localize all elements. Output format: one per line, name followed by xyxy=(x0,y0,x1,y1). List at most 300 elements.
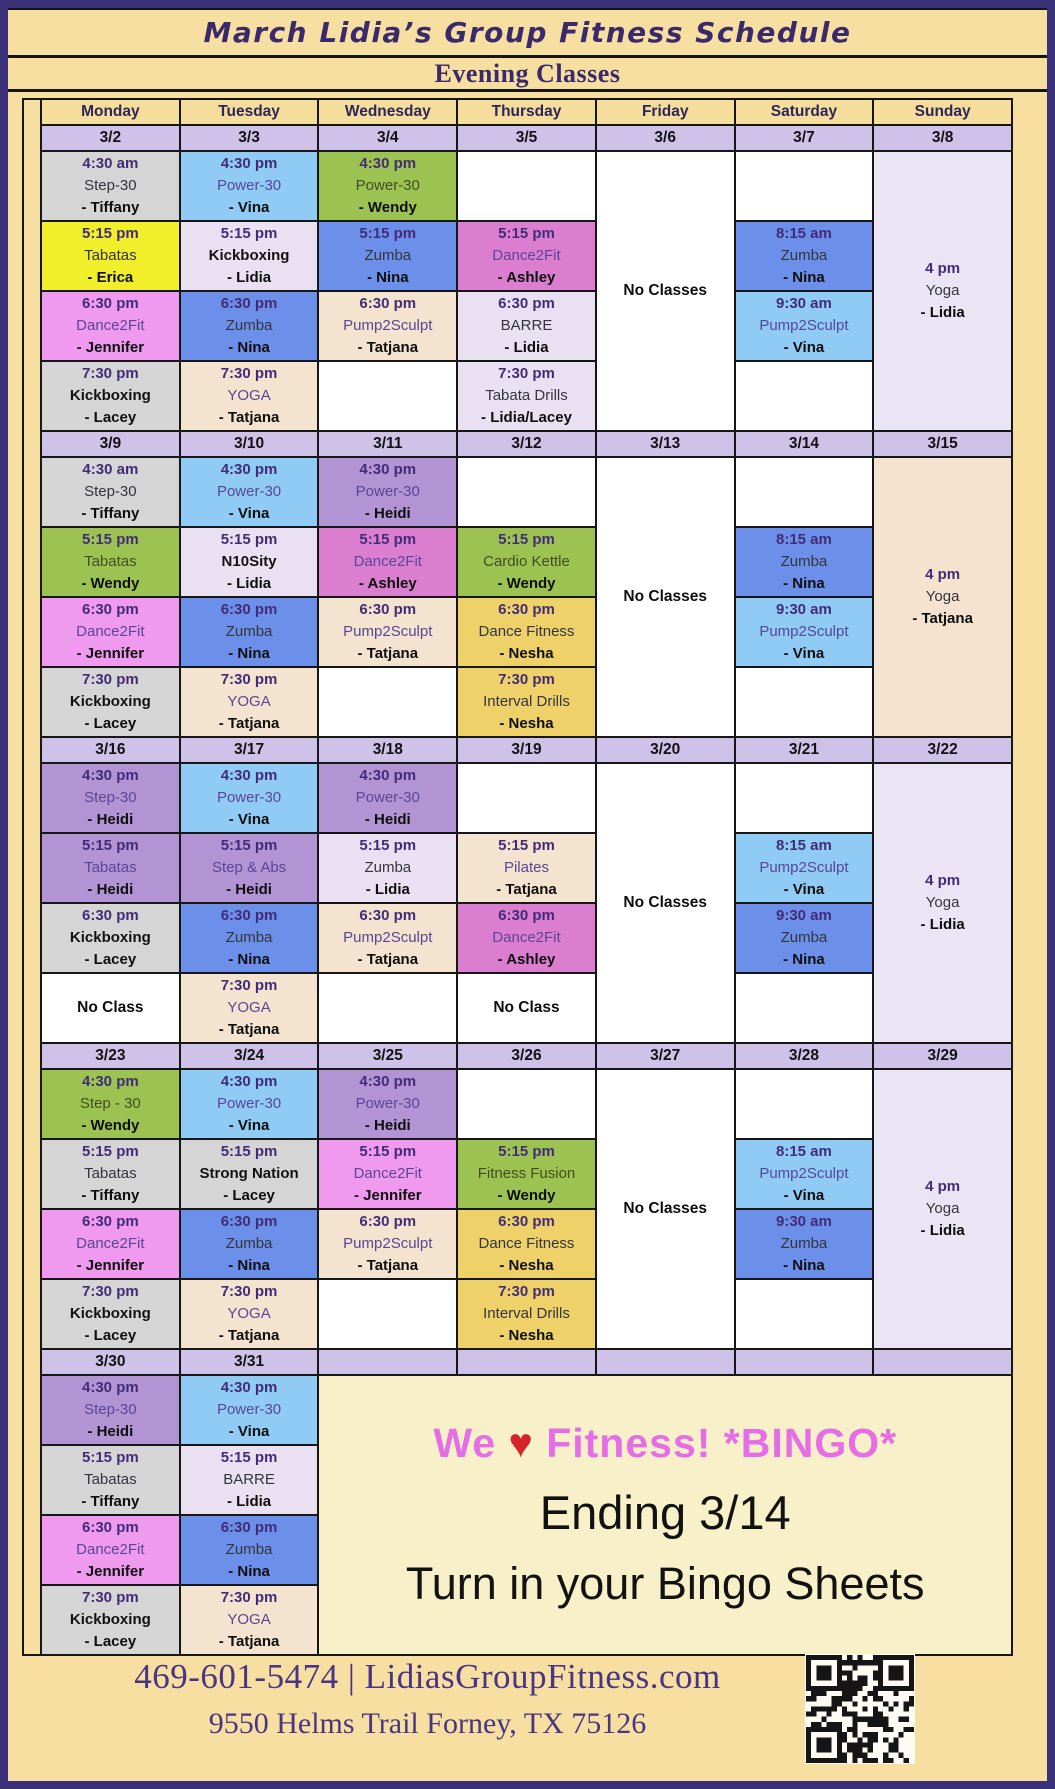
qr-code xyxy=(805,1654,915,1764)
class-name: N10Sity xyxy=(221,553,277,571)
class-instructor: - Nina xyxy=(228,950,270,968)
address-text: 9550 Helms Trail Forney, TX 75126 xyxy=(208,1707,647,1740)
class-cell xyxy=(42,292,179,360)
class-name: Zumba xyxy=(225,1541,273,1559)
class-name: Zumba xyxy=(364,247,412,265)
class-cell xyxy=(181,598,318,666)
class-cell xyxy=(181,292,318,360)
class-name: Kickboxing xyxy=(69,387,151,405)
class-name: Step & Abs xyxy=(211,859,287,877)
class-time: 6:30 pm xyxy=(82,601,139,619)
class-time: 7:30 pm xyxy=(220,1283,278,1301)
date-cell-3-7: 3/7 xyxy=(736,126,873,150)
class-time: 5:15 pm xyxy=(82,1449,139,1467)
class-cell xyxy=(319,458,456,526)
class-instructor: - Heidi xyxy=(364,810,411,828)
class-cell xyxy=(42,1210,179,1278)
class-instructor: - Lidia xyxy=(920,303,965,321)
class-time: 5:15 pm xyxy=(498,1143,555,1161)
date-cell-3-8: 3/8 xyxy=(874,126,1011,150)
class-instructor: - Lacey xyxy=(84,408,137,426)
class-name: Kickboxing xyxy=(69,1611,151,1629)
class-name: Strong Nation xyxy=(199,1165,299,1183)
class-cell xyxy=(42,362,179,430)
class-name: Fitness Fusion xyxy=(477,1165,576,1183)
class-instructor: - Wendy xyxy=(497,1186,556,1204)
class-time: 5:15 pm xyxy=(498,837,555,855)
class-instructor: - Jennifer xyxy=(76,1562,145,1580)
class-time: 6:30 pm xyxy=(359,907,417,925)
date-cell-3-11: 3/11 xyxy=(319,432,456,456)
class-name: Zumba xyxy=(225,929,273,947)
class-name: Tabatas xyxy=(84,553,137,571)
class-instructor: - Lidia xyxy=(365,880,410,898)
class-time: 4:30 pm xyxy=(82,1073,139,1091)
class-name: Tabatas xyxy=(84,859,137,877)
day-header-saturday: Saturday xyxy=(736,100,873,124)
class-time: 4:30 pm xyxy=(359,767,417,785)
class-instructor: - Tatjana xyxy=(357,644,419,662)
class-instructor: - Nesha xyxy=(499,644,554,662)
date-cell-3-17: 3/17 xyxy=(181,738,318,762)
class-instructor: - Nesha xyxy=(499,714,554,732)
date-cell-3-14: 3/14 xyxy=(736,432,873,456)
footer xyxy=(8,1643,1047,1781)
class-instructor: - Heidi xyxy=(364,1116,411,1134)
class-cell xyxy=(42,764,179,832)
class-instructor: - Tatjana xyxy=(218,408,280,426)
class-name: Pump2Sculpt xyxy=(759,317,849,335)
class-cell xyxy=(458,1140,595,1208)
class-instructor: - Tatjana xyxy=(357,1256,419,1274)
class-name: Step-30 xyxy=(84,789,137,807)
class-name: Dance2Fit xyxy=(76,1235,145,1253)
class-instructor: - Tatjana xyxy=(912,609,973,627)
class-name: Dance Fitness xyxy=(478,1235,575,1253)
class-instructor: - Nina xyxy=(228,338,270,356)
class-time: 5:15 pm xyxy=(498,225,555,243)
class-name: Power-30 xyxy=(355,1095,420,1113)
class-instructor: - Heidi xyxy=(364,504,411,522)
class-cell xyxy=(42,528,179,596)
class-time: 4 pm xyxy=(925,260,961,278)
class-instructor: - Lacey xyxy=(223,1186,275,1204)
sunday-yoga-cell xyxy=(874,764,1011,1042)
promo-bingo-text: Fitness! *BINGO* xyxy=(533,1420,898,1466)
class-time: 8:15 am xyxy=(775,531,832,549)
class-cell xyxy=(458,1210,595,1278)
page-title xyxy=(8,10,1047,55)
class-cell xyxy=(736,834,873,902)
class-time: 6:30 pm xyxy=(359,601,417,619)
class-cell xyxy=(181,904,318,972)
class-cell xyxy=(736,598,873,666)
class-cell xyxy=(319,764,456,832)
class-name: YOGA xyxy=(227,1611,271,1629)
class-instructor: - Tiffany xyxy=(81,198,140,216)
date-cell-3-25: 3/25 xyxy=(319,1044,456,1068)
class-instructor: - Wendy xyxy=(81,1116,140,1134)
date-cell-3-13: 3/13 xyxy=(597,432,734,456)
class-cell xyxy=(181,1516,318,1584)
class-instructor: - Tatjana xyxy=(357,338,419,356)
class-name: Kickboxing xyxy=(69,693,151,711)
class-cell xyxy=(319,668,456,736)
class-instructor: - Lidia xyxy=(504,338,549,356)
class-cell xyxy=(736,292,873,360)
class-time: 4:30 pm xyxy=(220,767,278,785)
page-title-text: March Lidia’s Group Fitness Schedule xyxy=(203,16,852,49)
class-time: 4:30 pm xyxy=(82,1379,139,1397)
class-time: 7:30 pm xyxy=(82,1283,139,1301)
class-time: 6:30 pm xyxy=(82,1213,139,1231)
bingo-promo-panel xyxy=(319,1376,1011,1654)
class-name: Tabatas xyxy=(84,1471,137,1489)
class-instructor: - Lidia xyxy=(226,1492,272,1510)
class-name: YOGA xyxy=(227,693,271,711)
class-cell xyxy=(458,152,595,220)
class-instructor: - Nina xyxy=(366,268,409,286)
class-instructor: - Wendy xyxy=(497,574,556,592)
date-cell-3-12: 3/12 xyxy=(458,432,595,456)
date-cell-3-28: 3/28 xyxy=(736,1044,873,1068)
class-instructor: - Tatjana xyxy=(496,880,557,898)
class-name: Zumba xyxy=(364,859,412,877)
class-instructor: - Heidi xyxy=(87,1422,134,1440)
class-instructor: - Nina xyxy=(228,1256,270,1274)
class-cell xyxy=(736,1070,873,1138)
class-cell xyxy=(181,668,318,736)
class-instructor: - Ashley xyxy=(497,950,556,968)
class-cell xyxy=(319,1070,456,1138)
class-time: 5:15 pm xyxy=(220,531,278,549)
class-name: Yoga xyxy=(925,894,960,912)
class-time: 4:30 pm xyxy=(359,461,417,479)
class-name: Power-30 xyxy=(355,789,420,807)
class-cell xyxy=(319,904,456,972)
class-instructor: - Nina xyxy=(783,950,825,968)
class-name: Power-30 xyxy=(355,483,420,501)
left-margin-column xyxy=(24,100,40,1654)
class-instructor: - Lidia xyxy=(226,574,272,592)
date-cell-3-18: 3/18 xyxy=(319,738,456,762)
class-name: Kickboxing xyxy=(69,929,151,947)
class-name: Tabatas xyxy=(84,247,137,265)
bingo-instruction-text: Turn in your Bingo Sheets xyxy=(405,1558,925,1609)
class-time: 9:30 am xyxy=(775,295,832,313)
date-cell-3-3: 3/3 xyxy=(181,126,318,150)
date-cell-3-4: 3/4 xyxy=(319,126,456,150)
class-time: 6:30 pm xyxy=(359,295,417,313)
class-time: 4 pm xyxy=(925,872,961,890)
class-name: Dance2Fit xyxy=(76,1541,145,1559)
class-cell xyxy=(181,1140,318,1208)
class-cell xyxy=(42,668,179,736)
class-time: 5:15 pm xyxy=(220,1449,278,1467)
no-classes-cell: No Classes xyxy=(597,764,734,1042)
class-name: Zumba xyxy=(780,929,828,947)
class-cell xyxy=(181,152,318,220)
class-time: 6:30 pm xyxy=(82,295,139,313)
class-name: Zumba xyxy=(780,1235,828,1253)
class-cell xyxy=(319,1140,456,1208)
class-name: Yoga xyxy=(925,1200,960,1218)
no-classes-cell: No Classes xyxy=(597,152,734,430)
class-time: 7:30 pm xyxy=(220,365,278,383)
class-cell xyxy=(181,834,318,902)
date-cell-3-5: 3/5 xyxy=(458,126,595,150)
class-time: 4:30 am xyxy=(82,155,139,173)
class-time: 6:30 pm xyxy=(359,1213,417,1231)
class-instructor: - Tiffany xyxy=(81,504,140,522)
class-name: BARRE xyxy=(500,317,553,335)
class-cell xyxy=(458,764,595,832)
class-name: Cardio Kettle xyxy=(483,553,570,571)
class-instructor: - Lidia xyxy=(226,268,272,286)
class-time: 4:30 pm xyxy=(220,461,278,479)
class-cell xyxy=(319,292,456,360)
class-time: 6:30 pm xyxy=(498,295,555,313)
date-cell-3-2: 3/2 xyxy=(42,126,179,150)
class-time: 5:15 pm xyxy=(82,1143,139,1161)
class-time: 8:15 am xyxy=(775,225,832,243)
class-time: 7:30 pm xyxy=(498,671,555,689)
class-cell xyxy=(42,222,179,290)
class-name: Yoga xyxy=(925,588,960,606)
class-cell xyxy=(458,1280,595,1348)
class-time: 4:30 am xyxy=(82,461,139,479)
class-time: 5:15 pm xyxy=(220,225,278,243)
class-instructor: - Jennifer xyxy=(76,1256,145,1274)
class-time: 7:30 pm xyxy=(82,365,139,383)
class-cell xyxy=(181,458,318,526)
class-instructor: - Wendy xyxy=(81,574,140,592)
class-time: 7:30 pm xyxy=(498,1283,555,1301)
class-instructor: - Nina xyxy=(228,644,270,662)
class-instructor: - Nesha xyxy=(499,1256,554,1274)
class-name: Step-30 xyxy=(84,177,137,195)
class-cell xyxy=(42,152,179,220)
class-instructor: - Lidia xyxy=(920,915,965,933)
sunday-yoga-cell xyxy=(874,458,1011,736)
class-instructor: - Tiffany xyxy=(81,1186,140,1204)
day-header-sunday: Sunday xyxy=(874,100,1011,124)
date-cell-3-29: 3/29 xyxy=(874,1044,1011,1068)
date-cell-3-10: 3/10 xyxy=(181,432,318,456)
class-name: Pump2Sculpt xyxy=(759,623,849,641)
class-name: Pump2Sculpt xyxy=(343,929,433,947)
date-cell-3-26: 3/26 xyxy=(458,1044,595,1068)
class-name: Pilates xyxy=(503,859,549,877)
class-cell xyxy=(42,1516,179,1584)
class-cell xyxy=(736,528,873,596)
class-cell xyxy=(181,764,318,832)
class-time: 6:30 pm xyxy=(220,295,278,313)
class-cell xyxy=(42,904,179,972)
class-instructor: - Jennifer xyxy=(76,644,145,662)
class-cell xyxy=(736,974,873,1042)
class-instructor: - Lacey xyxy=(84,950,137,968)
class-time: 6:30 pm xyxy=(498,601,555,619)
class-name: Interval Drills xyxy=(483,1305,570,1323)
day-header-friday: Friday xyxy=(597,100,734,124)
class-cell xyxy=(319,152,456,220)
class-name: Power-30 xyxy=(216,789,282,807)
class-cell xyxy=(458,292,595,360)
class-cell xyxy=(319,1280,456,1348)
class-instructor: - Vina xyxy=(783,880,825,898)
class-cell xyxy=(42,834,179,902)
class-instructor: - Tatjana xyxy=(357,950,419,968)
class-time: 4:30 pm xyxy=(220,1379,278,1397)
class-instructor: - Lacey xyxy=(84,714,137,732)
class-time: 8:15 am xyxy=(775,1143,832,1161)
class-time: 5:15 pm xyxy=(82,225,139,243)
class-time: 7:30 pm xyxy=(82,671,139,689)
class-time: 6:30 pm xyxy=(82,1519,139,1537)
class-name: Interval Drills xyxy=(483,693,570,711)
class-instructor: - Lidia/Lacey xyxy=(481,408,572,426)
class-cell xyxy=(736,152,873,220)
class-cell xyxy=(181,1210,318,1278)
class-name: Dance2Fit xyxy=(76,317,145,335)
class-time: 4:30 pm xyxy=(82,767,139,785)
class-time: 6:30 pm xyxy=(220,907,278,925)
class-name: Zumba xyxy=(780,247,828,265)
class-instructor: - Tatjana xyxy=(218,1020,280,1038)
date-cell-3-19: 3/19 xyxy=(458,738,595,762)
class-time: 7:30 pm xyxy=(498,365,555,383)
class-instructor: - Heidi xyxy=(226,880,272,898)
class-name: Step-30 xyxy=(84,1401,137,1419)
class-cell xyxy=(181,528,318,596)
class-time: 6:30 pm xyxy=(220,1519,278,1537)
class-cell xyxy=(458,458,595,526)
class-name: Yoga xyxy=(925,282,960,300)
page-subtitle xyxy=(8,58,1047,89)
class-instructor: - Vina xyxy=(228,1422,270,1440)
class-cell xyxy=(181,1376,318,1444)
class-time: 5:15 pm xyxy=(359,837,417,855)
class-time: 4:30 pm xyxy=(220,1073,278,1091)
class-time: 6:30 pm xyxy=(220,601,278,619)
day-header-tuesday: Tuesday xyxy=(181,100,318,124)
class-cell xyxy=(458,528,595,596)
class-cell xyxy=(736,362,873,430)
class-instructor: - Vina xyxy=(228,1116,270,1134)
class-instructor: - Jennifer xyxy=(76,338,145,356)
date-cell-empty xyxy=(874,1350,1011,1374)
date-cell-3-6: 3/6 xyxy=(597,126,734,150)
class-name: Dance2Fit xyxy=(492,929,561,947)
class-cell xyxy=(458,598,595,666)
class-instructor: - Tiffany xyxy=(81,1492,140,1510)
class-name: YOGA xyxy=(227,387,271,405)
class-instructor: - Lidia xyxy=(920,1221,965,1239)
class-name: Zumba xyxy=(225,317,273,335)
class-instructor: - Nina xyxy=(783,574,825,592)
class-cell xyxy=(42,1140,179,1208)
phone-website-text: 469-601-5474 | LidiasGroupFitness.com xyxy=(134,1657,721,1696)
class-cell xyxy=(319,362,456,430)
bingo-promo-title xyxy=(433,1420,897,1467)
class-instructor: - Heidi xyxy=(87,810,134,828)
date-cell-3-21: 3/21 xyxy=(736,738,873,762)
class-cell xyxy=(319,1210,456,1278)
date-cell-3-9: 3/9 xyxy=(42,432,179,456)
class-instructor: - Vina xyxy=(783,338,825,356)
class-instructor: - Nina xyxy=(228,1562,270,1580)
class-cell xyxy=(181,1446,318,1514)
class-instructor: - Nesha xyxy=(499,1326,554,1344)
promo-we-text: We xyxy=(433,1420,509,1466)
class-time: 6:30 pm xyxy=(498,907,555,925)
class-instructor: - Vina xyxy=(228,198,270,216)
class-name: Power-30 xyxy=(216,483,282,501)
class-time: 8:15 am xyxy=(775,837,832,855)
class-name: Dance Fitness xyxy=(478,623,575,641)
class-time: 4 pm xyxy=(925,566,961,584)
class-name: Kickboxing xyxy=(208,247,290,265)
class-name: Pump2Sculpt xyxy=(759,859,849,877)
class-cell xyxy=(181,974,318,1042)
class-name: Dance2Fit xyxy=(76,623,145,641)
class-cell xyxy=(458,904,595,972)
class-name: Dance2Fit xyxy=(353,1165,422,1183)
class-cell xyxy=(736,1210,873,1278)
class-instructor: - Nina xyxy=(783,1256,825,1274)
class-instructor: - Vina xyxy=(783,644,825,662)
class-time: 4:30 pm xyxy=(359,155,417,173)
class-name: Zumba xyxy=(780,553,828,571)
class-cell xyxy=(42,1376,179,1444)
page-subtitle-text: Evening Classes xyxy=(434,58,621,88)
class-cell xyxy=(181,1280,318,1348)
footer-contact xyxy=(58,1657,797,1741)
no-class-cell: No Class xyxy=(458,974,595,1042)
class-cell xyxy=(42,1446,179,1514)
class-cell xyxy=(458,668,595,736)
class-name: YOGA xyxy=(227,1305,271,1323)
class-time: 5:15 pm xyxy=(82,531,139,549)
class-time: 4:30 pm xyxy=(220,155,278,173)
class-cell xyxy=(319,834,456,902)
class-time: 9:30 am xyxy=(775,1213,832,1231)
class-instructor: - Jennifer xyxy=(354,1186,422,1204)
class-time: 9:30 am xyxy=(775,907,832,925)
class-instructor: - Wendy xyxy=(358,198,417,216)
day-header-monday: Monday xyxy=(42,100,179,124)
class-cell xyxy=(319,598,456,666)
no-class-cell: No Class xyxy=(42,974,179,1042)
class-cell xyxy=(42,1070,179,1138)
heart-icon: ♥ xyxy=(508,1420,534,1466)
class-name: Step - 30 xyxy=(79,1095,141,1113)
class-name: Power-30 xyxy=(216,1095,282,1113)
date-cell-3-20: 3/20 xyxy=(597,738,734,762)
class-instructor: - Erica xyxy=(87,268,134,286)
class-name: Zumba xyxy=(225,1235,273,1253)
class-cell xyxy=(458,834,595,902)
class-instructor: - Ashley xyxy=(497,268,556,286)
class-instructor: - Lacey xyxy=(84,1632,137,1650)
date-cell-empty xyxy=(458,1350,595,1374)
class-time: 5:15 pm xyxy=(498,531,555,549)
class-time: 9:30 am xyxy=(775,601,832,619)
date-cell-3-24: 3/24 xyxy=(181,1044,318,1068)
class-time: 7:30 pm xyxy=(220,671,278,689)
class-instructor: - Vina xyxy=(228,810,270,828)
